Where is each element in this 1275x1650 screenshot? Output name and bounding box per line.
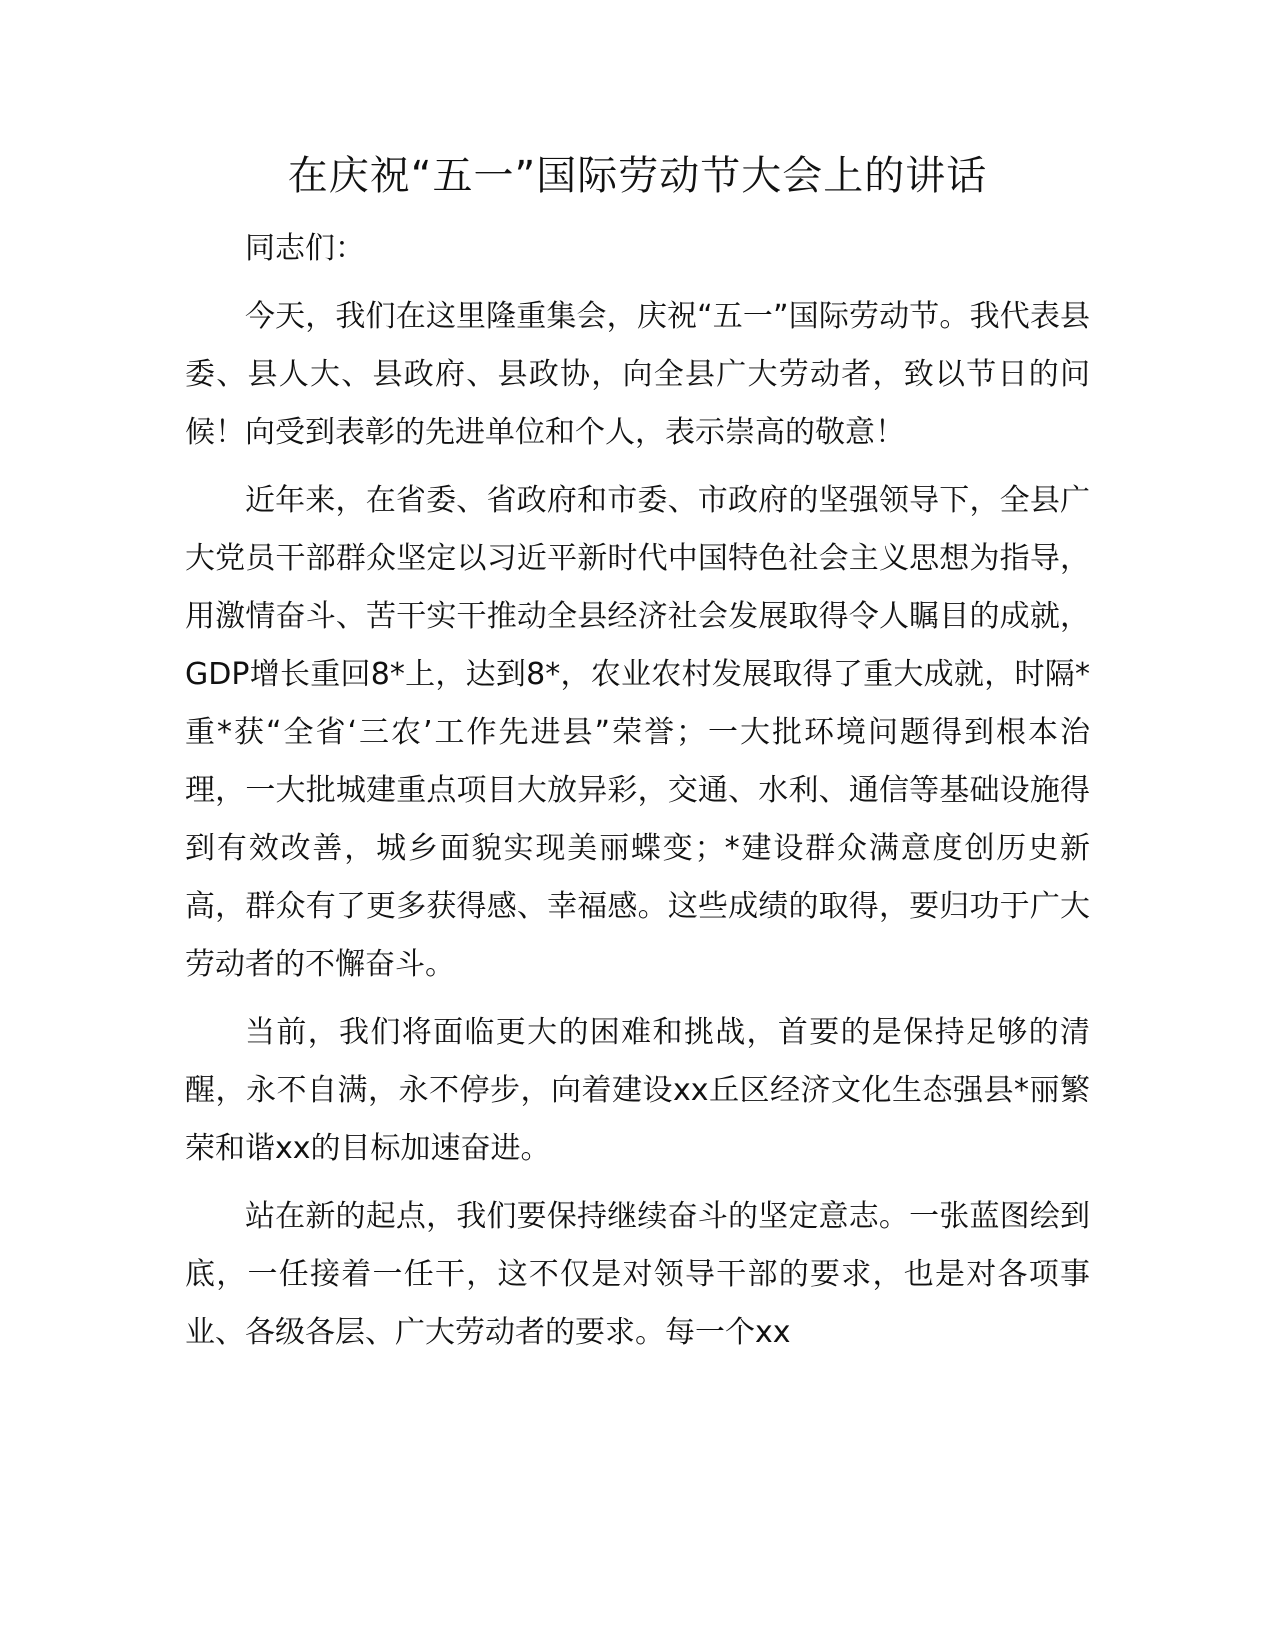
salutation: 同志们： xyxy=(245,231,365,266)
paragraph-3: 当前，我们将面临更大的困难和挑战，首要的是保持足够的清醒，永不自满，永不停步，向着建设xx丘区经济文化生态强县*丽繁荣和谐xx的目标加速奋进。 xyxy=(185,1015,1090,1166)
paragraph-4: 站在新的起点，我们要保持继续奋斗的坚定意志。一张蓝图绘到底，一任接着一任干，这不仅是对领导干部的要求，也是对各项事业、各级各层、广大劳动者的要求。每一个xx xyxy=(185,1199,1090,1350)
document-body xyxy=(185,220,1090,1372)
paragraph-2: 近年来，在省委、省政府和市委、市政府的坚强领导下，全县广大党员干部群众坚定以习近平新时代中国特色社会主义思想为指导，用激情奋斗、苦干实干推动全县经济社会发展取得令人瞩目的成就，GDP增长重回8*上，达到8*，农业农村发展取得了重大成就，时隔*重*获“全省‘三农’工作先进县”荣誉；一大批环境问题得到根本治理，一大批城建重点项目大放异彩，交通、水利、通信等基础设施得到有效改善，城乡面貌实现美丽蝶变；*建设群众满意度创历史新高，群众有了更多获得感、幸福感。这些成绩的取得，要归功于广大劳动者的不懈奋斗。 xyxy=(185,483,1090,982)
document-title: 在庆祝“五一”国际劳动节大会上的讲话 xyxy=(287,153,988,199)
paragraph-1: 今天，我们在这里隆重集会，庆祝“五一”国际劳动节。我代表县委、县人大、县政府、县政协，向全县广大劳动者，致以节日的问候！向受到表彰的先进单位和个人，表示崇高的敬意！ xyxy=(185,299,1090,450)
